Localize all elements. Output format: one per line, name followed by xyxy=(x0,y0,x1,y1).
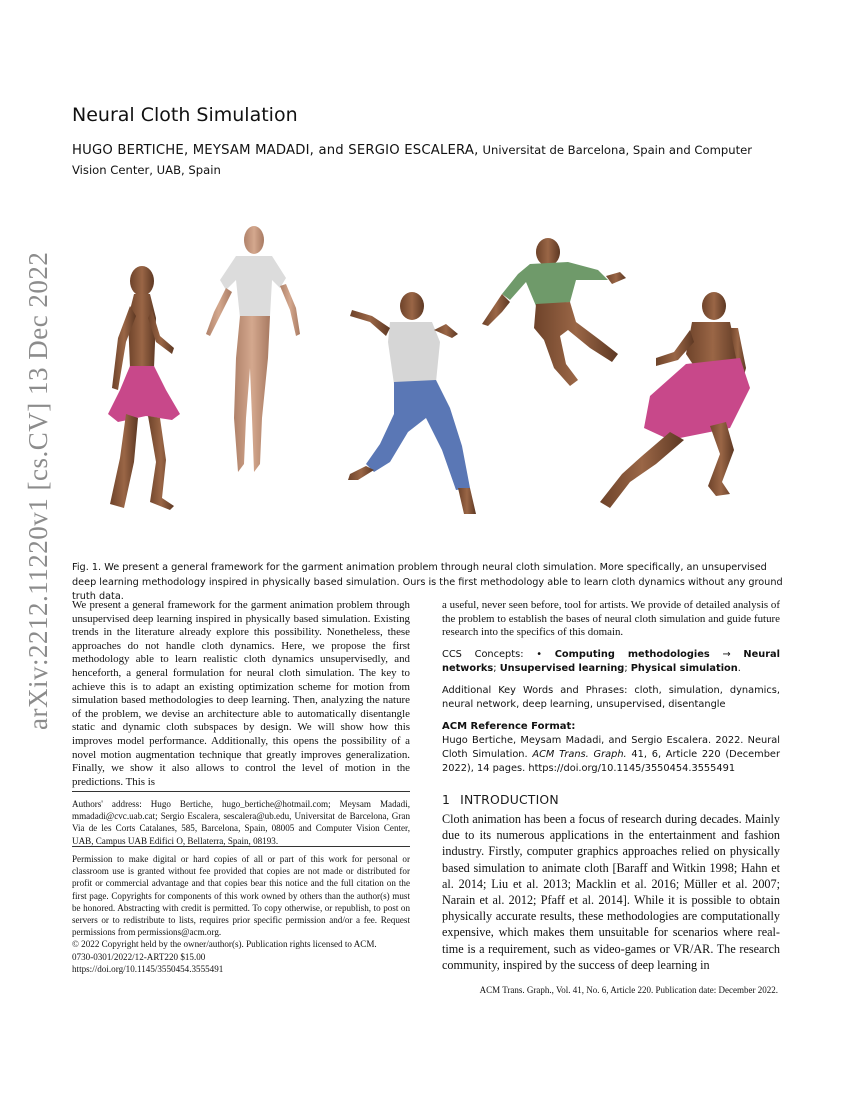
figure-caption: Fig. 1. We present a general framework for the garment animation problem through neural cloth simulation. More specifically, an unsupervised deep learning methodology inspired in physically based simulation. Ours is the first methodology able to learn cloth dynamics without any ground truth data. xyxy=(72,562,783,602)
paper-title: Neural Cloth Simulation xyxy=(72,104,298,126)
ccs-term: Computing methodologies xyxy=(554,648,710,660)
arxiv-identifier-stamp: arXiv:2212.11220v1 [cs.CV] 13 Dec 2022 xyxy=(23,251,53,730)
abstract-text: We present a general framework for the garment animation problem through unsupervised deep learning inspired in physically based simulation. Existing trends in the literature already explore this possibility. Nonetheless, these approaches do not handle cloth dynamics. Here, we propose the first methodology able to learn realistic cloth dynamics unsupervisedly, and henceforth, a general formulation for neural cloth simulation. The key to achieve this is to adapt an existing optimization scheme for motion from simulation based methodologies to deep learning. Then, analyzing the nature of the problem, we devise an architecture able to automatically disentangle static and dynamic cloth subspaces by design. We will show how this improves model performance. Additionally, this opens the possibility of a novel motion augmentation technique that greatly improves generalization. Finally, we show it also allows to control the level of motion in the predictions. This is xyxy=(72,599,410,788)
ccs-term: Unsupervised learning xyxy=(499,662,625,674)
ccs-separator: ; xyxy=(493,662,500,674)
ccs-term: Physical simulation xyxy=(630,662,738,674)
permission-notice xyxy=(72,853,410,975)
acm-reference-part: 41, 6, Article 220 (December 2022), 14 pages. https://doi.org/10.1145/3550454.3555491 xyxy=(442,749,780,775)
acm-reference-journal: ACM Trans. Graph. xyxy=(532,749,627,761)
introduction-body: Cloth animation has been a focus of research during decades. Mainly due to its numerous applications in the entertainment and fashion industry. Firstly, computer graphics approaches relied on physically based simulation to animate cloth [Baraff and Witkin 1998; Hahn et al. 2014; Liu et al. 2013; Macklin et al. 2016; Müller et al. 2007; Narain et al. 2012; Pfaff et al. 2014]. While it is possible to obtain physically accurate results, these methodologies are computationally expensive, which makes them unsuitable for scenarios where real-time is a requirement, such as video-games or VR/AR. The research community, inspired by the success of deep learning in xyxy=(442,812,780,972)
running-footer: ACM Trans. Graph., Vol. 41, No. 6, Article 220. Publication date: December 2022. xyxy=(479,985,778,995)
permission-text: Permission to make digital or hard copies of all or part of this work for personal or classroom use is granted without fee provided that copies are not made or distributed for profit or commercial advantage and that copies bear this notice and the full citation on the first page. Copyrights for components of this work owned by others than the author(s) must be honored. Abstracting with credit is permitted. To copy otherwise, or republish, to post on servers or to redistribute to lists, requires prior specific permission and/or a fee. Request permissions from permissions@acm.org. xyxy=(72,854,410,938)
abstract-right-column xyxy=(442,599,780,776)
ccs-concepts xyxy=(442,648,780,676)
acm-reference-heading: ACM Reference Format: xyxy=(442,720,576,732)
abstract-continuation: a useful, never seen before, tool for artists. We provide of detailed analysis of the problem to establish the bases of neural cloth simulation and guide future research into the specifics of this domain. xyxy=(442,599,780,639)
acm-reference-part: Hugo Bertiche, Meysam Madadi, and Sergio Escalera. 2022. Neural Cloth Simulation. xyxy=(442,735,780,761)
doi-line: https://doi.org/10.1145/3550454.3555491 xyxy=(72,963,224,974)
character-skirt-dancing xyxy=(108,266,180,510)
ccs-prefix: CCS Concepts: • xyxy=(442,648,555,660)
character-white-shirt-standing xyxy=(206,226,300,472)
character-striped-shirt-jumping xyxy=(482,238,626,386)
copyright-line: © 2022 Copyright held by the owner/author(s). Publication rights licensed to ACM. xyxy=(72,939,377,950)
author-affiliation: Universitat de Barcelona, Spain and Computer Vision Center, UAB, Spain xyxy=(72,143,753,177)
ccs-arrow: → xyxy=(709,648,744,660)
permission-divider xyxy=(72,846,410,847)
character-blue-pants-lunging xyxy=(348,292,476,514)
section-title: INTRODUCTION xyxy=(460,792,559,807)
keywords: Additional Key Words and Phrases: cloth, simulation, dynamics, neural network, deep learning, unsupervised, disentangle xyxy=(442,684,780,710)
author-address-footnote: Authors' address: Hugo Bertiche, hugo_bertiche@hotmail.com; Meysam Madadi, mmadadi@cvc.uab.cat; Sergio Escalera, sescalera@ub.edu, Universitat de Barcelona, Gran Via de les Corts Catalanes, 585, Barcelona, Spain, 08005 and Computer Vision Center, UAB, Campus UAB Edifici O, Bellaterra, Spain, 08193. xyxy=(72,799,410,846)
character-skirt-running xyxy=(600,292,750,508)
teaser-figure xyxy=(90,218,780,548)
author-block xyxy=(72,140,787,180)
acm-reference-text xyxy=(442,734,780,776)
abstract-left-column xyxy=(72,599,410,797)
ccs-term: Neural networks xyxy=(442,648,780,674)
footnote-divider xyxy=(72,791,410,792)
section-heading-introduction xyxy=(442,792,559,807)
author-names: HUGO BERTICHE, MEYSAM MADADI, and SERGIO ESCALERA, xyxy=(72,143,479,158)
section-number: 1 xyxy=(442,792,451,807)
ccs-end: . xyxy=(737,662,741,674)
ccs-separator: ; xyxy=(624,662,631,674)
issn-line: 0730-0301/2022/12-ART220 $15.00 xyxy=(72,951,206,962)
